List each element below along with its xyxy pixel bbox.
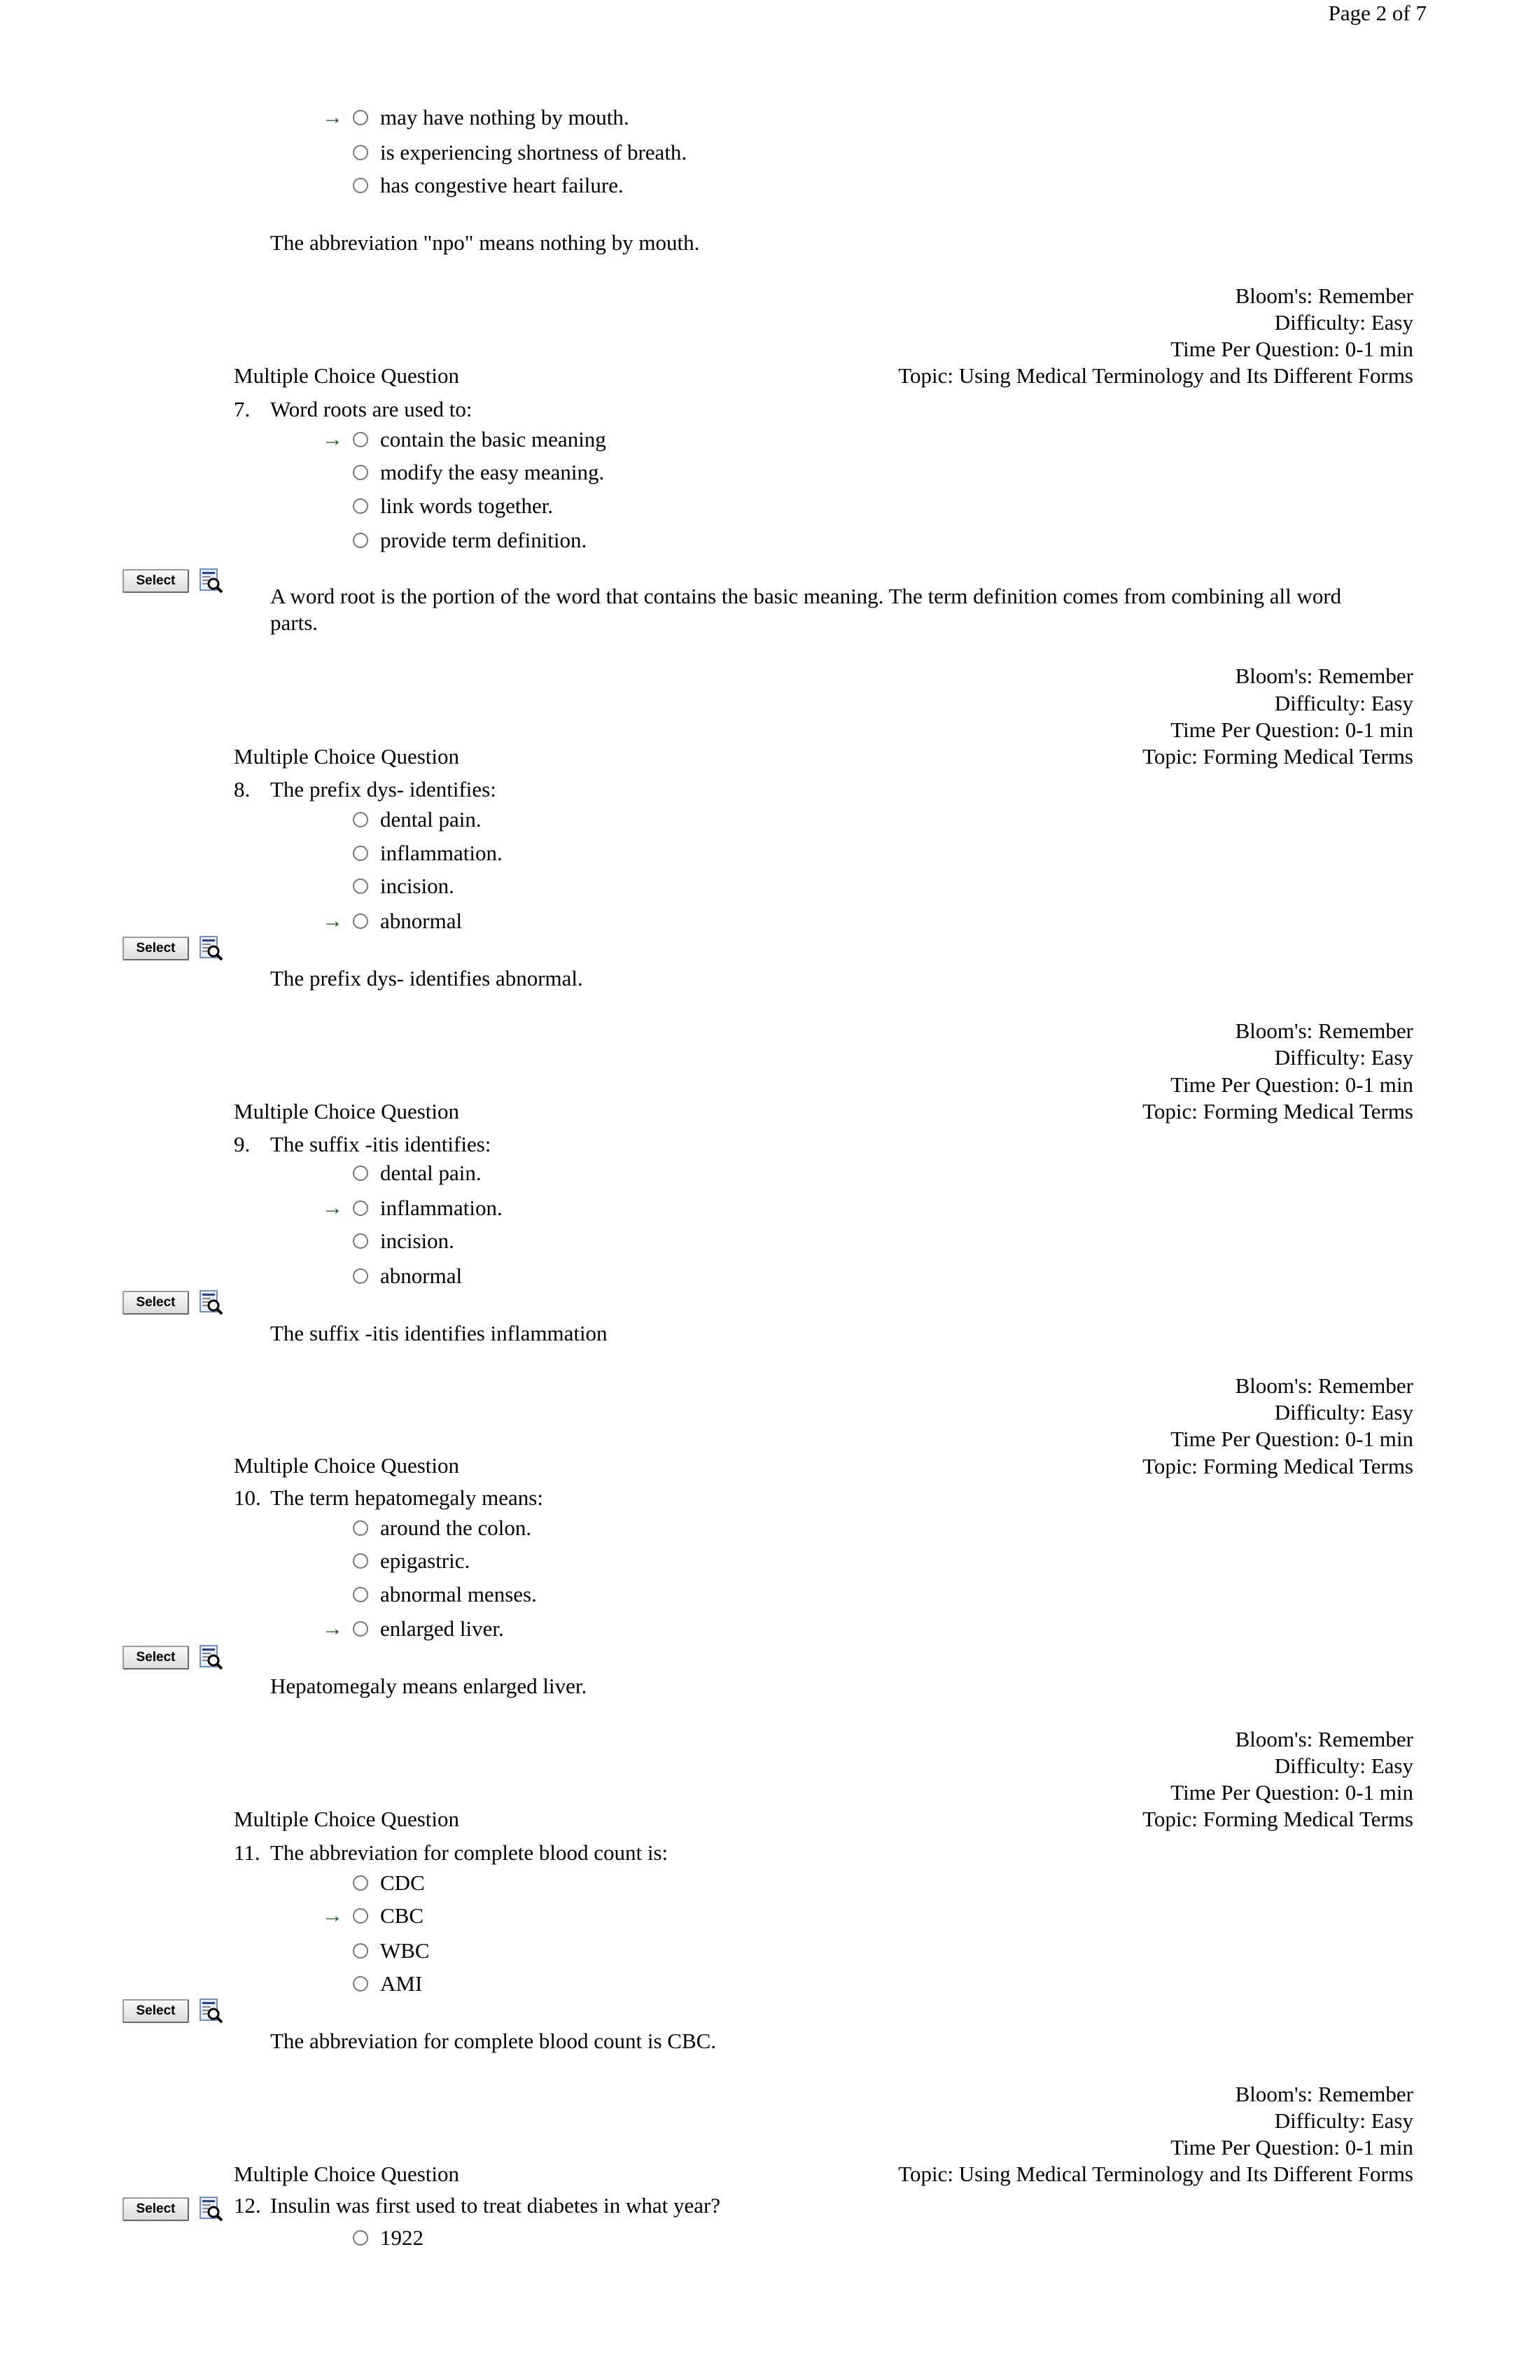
question-meta: Bloom's: Remember: [1235, 1373, 1413, 1398]
question-meta: Time Per Question: 0-1 min: [1170, 718, 1413, 742]
option-text: incision.: [380, 874, 454, 898]
preview-icon[interactable]: [200, 1998, 223, 2024]
question-meta: Time Per Question: 0-1 min: [1170, 2135, 1413, 2160]
preview-icon[interactable]: [200, 1290, 223, 1315]
question-number: 11.: [234, 1840, 260, 1865]
radio-button[interactable]: [353, 812, 368, 827]
radio-button[interactable]: [353, 1200, 368, 1216]
question-meta: Difficulty: Easy: [1274, 2108, 1413, 2133]
option-text: epigastric.: [380, 1548, 470, 1573]
question-meta: Bloom's: Remember: [1235, 1018, 1413, 1043]
option-text: has congestive heart failure.: [380, 173, 624, 197]
question-type: Multiple Choice Question: [234, 363, 460, 388]
option-text: abnormal menses.: [380, 1582, 537, 1606]
question-type: Multiple Choice Question: [234, 1453, 460, 1478]
question-meta: Difficulty: Easy: [1274, 1400, 1413, 1424]
option-text: CBC: [380, 1903, 424, 1928]
option-text: contain the basic meaning: [380, 427, 606, 451]
question-text: The prefix dys- identifies:: [270, 777, 496, 802]
question-meta: Difficulty: Easy: [1274, 691, 1413, 715]
question-type: Multiple Choice Question: [234, 1099, 460, 1124]
question-meta: Difficulty: Easy: [1274, 1754, 1413, 1778]
radio-button[interactable]: [353, 1268, 368, 1284]
radio-button[interactable]: [353, 1908, 368, 1924]
preview-icon[interactable]: [200, 936, 223, 961]
option-text: CDC: [380, 1870, 425, 1895]
question-text: The suffix -itis identifies:: [270, 1132, 491, 1156]
question-number: 7.: [234, 397, 251, 421]
question-meta: Bloom's: Remember: [1235, 1727, 1413, 1751]
option-text: WBC: [380, 1938, 430, 1963]
question-number: 10.: [234, 1485, 261, 1510]
radio-button[interactable]: [353, 1875, 368, 1891]
correct-answer-arrow-icon: →: [322, 1904, 343, 1927]
question-meta: Time Per Question: 0-1 min: [1170, 337, 1413, 361]
option-text: enlarged liver.: [380, 1616, 504, 1641]
question-meta: Time Per Question: 0-1 min: [1170, 1427, 1413, 1451]
option-text: is experiencing shortness of breath.: [380, 140, 687, 164]
option-text: abnormal: [380, 1264, 463, 1288]
correct-answer-arrow-icon: →: [322, 106, 343, 129]
question-text: The term hepatomegaly means:: [270, 1485, 543, 1510]
select-button[interactable]: Select: [122, 1291, 189, 1315]
radio-button[interactable]: [353, 465, 368, 480]
radio-button[interactable]: [353, 1520, 368, 1536]
question-text: The abbreviation for complete blood count is:: [270, 1840, 668, 1865]
radio-button[interactable]: [353, 1553, 368, 1569]
option-text: inflammation.: [380, 1196, 503, 1220]
radio-button[interactable]: [353, 846, 368, 861]
radio-button[interactable]: [353, 1621, 368, 1637]
question-text: Word roots are used to:: [270, 397, 472, 421]
question-meta: Bloom's: Remember: [1235, 284, 1413, 308]
question-meta: Topic: Forming Medical Terms: [1142, 744, 1413, 769]
correct-answer-arrow-icon: →: [322, 428, 343, 451]
question-meta: Time Per Question: 0-1 min: [1170, 1780, 1413, 1805]
option-text: dental pain.: [380, 807, 482, 832]
select-button[interactable]: Select: [122, 937, 189, 960]
explanation: A word root is the portion of the word that contains the basic meaning. The term definition comes from combining all word parts.: [270, 584, 1342, 635]
preview-icon[interactable]: [200, 568, 223, 594]
radio-button[interactable]: [353, 1943, 368, 1959]
radio-button[interactable]: [353, 145, 368, 160]
option-text: modify the easy meaning.: [380, 460, 605, 484]
explanation: The abbreviation "npo" means nothing by mouth.: [270, 230, 700, 255]
question-meta: Bloom's: Remember: [1235, 2082, 1413, 2106]
question-meta: Topic: Forming Medical Terms: [1142, 1807, 1413, 1831]
option-text: inflammation.: [380, 841, 503, 865]
option-text: 1922: [380, 2225, 424, 2250]
option-text: dental pain.: [380, 1161, 482, 1185]
select-button[interactable]: Select: [122, 1999, 189, 2023]
radio-button[interactable]: [353, 1166, 368, 1181]
question-text: Insulin was first used to treat diabetes in what year?: [270, 2193, 721, 2218]
radio-button[interactable]: [353, 878, 368, 894]
explanation: The suffix -itis identifies inflammation: [270, 1321, 608, 1345]
option-text: abnormal: [380, 909, 463, 933]
question-type: Multiple Choice Question: [234, 744, 460, 769]
radio-button[interactable]: [353, 1976, 368, 1991]
page-number: Page 2 of 7: [1328, 1, 1427, 25]
question-number: 12.: [234, 2193, 261, 2218]
option-text: link words together.: [380, 493, 554, 518]
question-meta: Topic: Forming Medical Terms: [1142, 1099, 1413, 1124]
explanation: The abbreviation for complete blood count is CBC.: [270, 2029, 717, 2053]
question-meta: Time Per Question: 0-1 min: [1170, 1072, 1413, 1097]
radio-button[interactable]: [353, 432, 368, 447]
option-text: provide term definition.: [380, 528, 587, 552]
correct-answer-arrow-icon: →: [322, 909, 343, 932]
select-button[interactable]: Select: [122, 1646, 189, 1670]
question-meta: Difficulty: Easy: [1274, 310, 1413, 335]
option-text: may have nothing by mouth.: [380, 105, 629, 130]
option-text: incision.: [380, 1228, 454, 1253]
option-text: around the colon.: [380, 1516, 532, 1540]
select-button[interactable]: Select: [122, 2197, 189, 2221]
radio-button[interactable]: [353, 1233, 368, 1249]
radio-button[interactable]: [353, 2230, 368, 2246]
correct-answer-arrow-icon: →: [322, 1617, 343, 1640]
question-number: 8.: [234, 777, 251, 802]
radio-button[interactable]: [353, 913, 368, 929]
question-meta: Difficulty: Easy: [1274, 1045, 1413, 1070]
select-button[interactable]: Select: [122, 569, 189, 593]
radio-button[interactable]: [353, 178, 368, 193]
question-meta: Bloom's: Remember: [1235, 664, 1413, 688]
preview-icon[interactable]: [200, 2197, 223, 2222]
question-meta: Topic: Forming Medical Terms: [1142, 1454, 1413, 1478]
radio-button[interactable]: [353, 110, 368, 125]
question-type: Multiple Choice Question: [234, 2162, 460, 2186]
option-text: AMI: [380, 1971, 423, 1996]
question-type: Multiple Choice Question: [234, 1807, 460, 1831]
question-meta: Topic: Using Medical Terminology and Its Different Forms: [898, 363, 1413, 388]
correct-answer-arrow-icon: →: [322, 1196, 343, 1219]
radio-button[interactable]: [353, 1587, 368, 1602]
explanation: The prefix dys- identifies abnormal.: [270, 966, 583, 990]
radio-button[interactable]: [353, 533, 368, 548]
radio-button[interactable]: [353, 498, 368, 514]
preview-icon[interactable]: [200, 1645, 223, 1670]
question-meta: Topic: Using Medical Terminology and Its Different Forms: [898, 2162, 1413, 2186]
explanation: Hepatomegaly means enlarged liver.: [270, 1674, 587, 1698]
question-number: 9.: [234, 1132, 251, 1156]
